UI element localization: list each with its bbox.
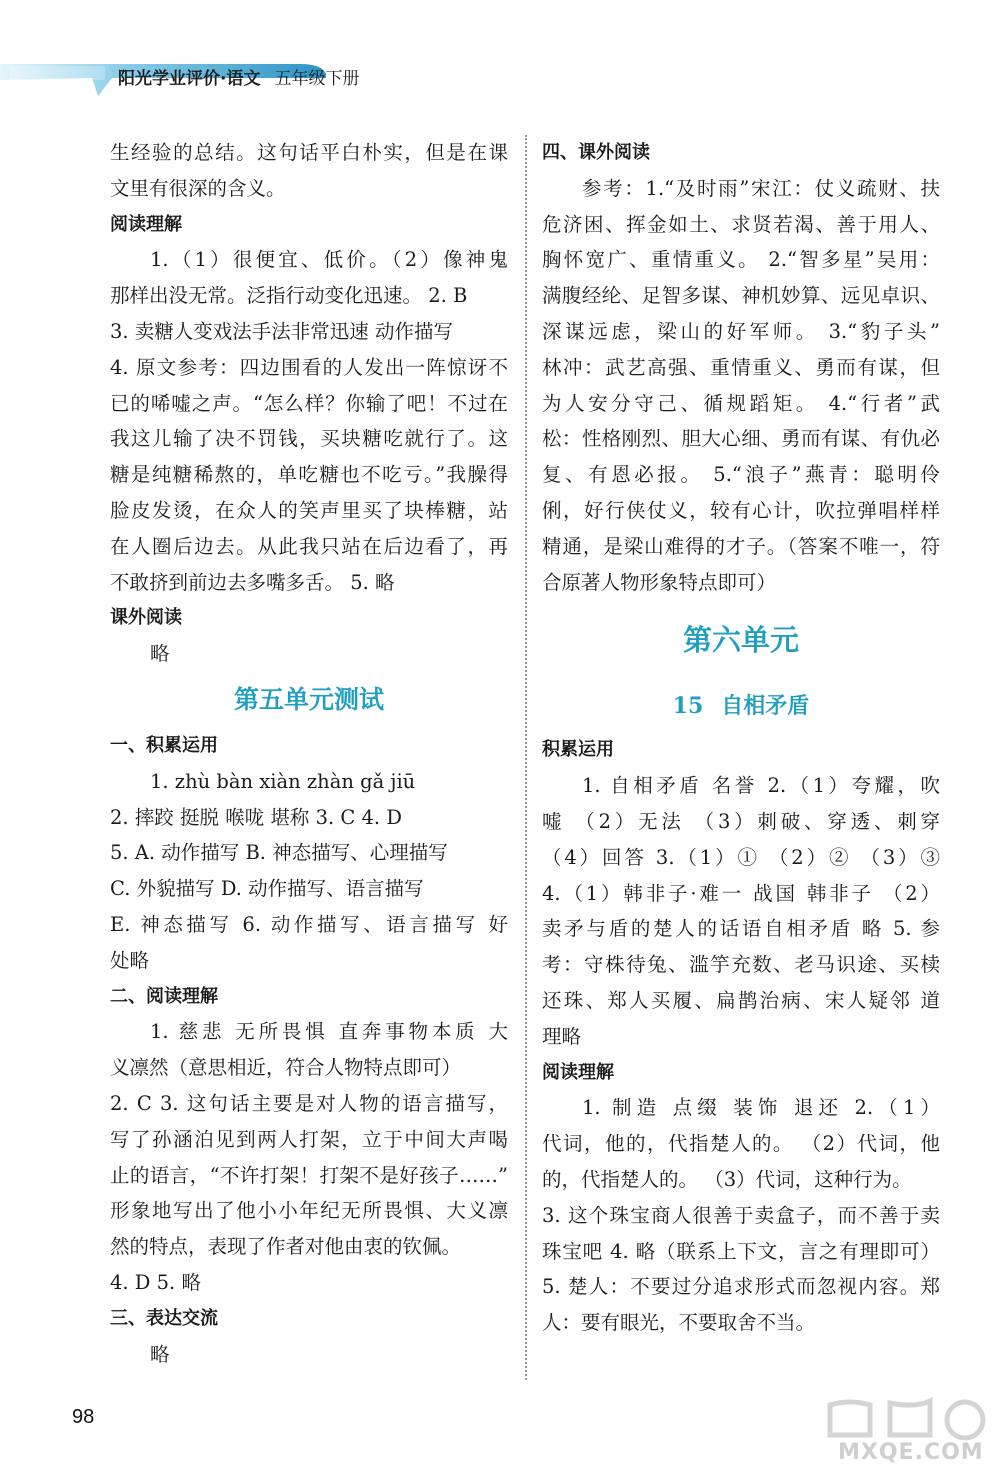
answer-line: 参考：1.“及时雨”宋江：仗义疏财、扶 <box>582 176 940 200</box>
section-heading: 四、课外阅读 <box>542 142 650 163</box>
answer-line: 人：要有眼光，不要取舍不当。 <box>542 1311 816 1335</box>
answer-line: 4.（1）韩非子·难一 战国 韩非子 （2） <box>542 881 940 905</box>
answer-line: 已的唏嘘之声。“怎么样？你输了吧！不过在 <box>110 391 508 415</box>
answer-line: 形象地写出了他小小年纪无所畏惧、大义凛 <box>110 1199 508 1223</box>
answer-line: 嘘 （2）无法 （3）刺破、穿透、刺穿 <box>542 809 940 833</box>
answer-line: 1. 自相矛盾 名誉 2.（1）夸耀，吹 <box>582 774 940 798</box>
answer-line: 脸皮发烫，在众人的笑声里买了块棒糖，站 <box>110 498 508 522</box>
lesson-name: 自相矛盾 <box>721 694 810 720</box>
answer-line: 5. A. 动作描写 B. 神态描写、心理描写 <box>110 841 448 865</box>
answer-line: 3. 这个珠宝商人很善于卖盒子，而不善于卖 <box>542 1203 940 1227</box>
answer-line: 胸怀宽广、重情重义。 2.“智多星”吴用： <box>542 248 940 272</box>
answer-line: 糖是纯糖稀熬的，单吃糖也不吃亏。”我臊得 <box>110 463 508 487</box>
answer-line: 复、有恩必报。 5.“浪子”燕青：聪明伶 <box>542 463 940 487</box>
header-title <box>118 64 359 89</box>
answer-line: 然的特点，表现了作者对他由衷的钦佩。 <box>110 1235 462 1259</box>
answer-line: C. 外貌描写 D. 动作描写、语言描写 <box>110 877 424 901</box>
answer-line: 略 <box>150 1342 170 1366</box>
answer-line: 代词，他的，代指楚人的。 （2）代词，他 <box>542 1132 940 1156</box>
answer-line: 珠宝吧 4. 略（联系上下文，言之有理即可） <box>542 1239 940 1263</box>
answer-line: 1. 制造 点缀 装饰 退还 2.（1） <box>582 1096 940 1120</box>
answer-line: 卖矛与盾的楚人的话语自相矛盾 略 5. 参 <box>542 917 940 941</box>
answer-line: 在人圈后边去。从此我只站在后边看了，再 <box>110 534 508 558</box>
answer-line: 2. C 3. 这句话主要是对人物的语言描写， <box>110 1091 508 1115</box>
watermark-text: MXQE.COM <box>838 1440 984 1465</box>
answer-line: 义凛然（意思相近，符合人物特点即可） <box>110 1056 462 1080</box>
left-column <box>110 135 508 1372</box>
answer-line: 处略 <box>110 948 150 972</box>
column-divider <box>525 135 527 1380</box>
answer-line: 深谋远虑，梁山的好军师。 3.“豹子头” <box>542 319 940 343</box>
answer-line: 写了孙涵泊见到两人打架，立于中间大声喝 <box>110 1127 508 1151</box>
section-heading: 一、积累运用 <box>110 734 218 756</box>
answer-line: 合原著人物形象特点即可） <box>542 570 777 594</box>
answer-line: 危济困、挥金如土、求贤若渴、善于用人、 <box>542 212 940 236</box>
answer-line: E. 神态描写 6. 动作描写、语言描写 好 <box>110 912 508 936</box>
answer-line: 满腹经纶、足智多谋、神机妙算、远见卓识、 <box>542 284 940 308</box>
section-heading: 二、阅读理解 <box>110 985 218 1007</box>
unit-title: 第六单元 <box>682 623 799 658</box>
section-heading: 课外阅读 <box>110 607 182 629</box>
answer-line: 1. zhù bàn xiàn zhàn gǎ jiū <box>150 769 416 793</box>
answer-line: 松：性格刚烈、胆大心细、勇而有谋、有仇必 <box>542 427 940 451</box>
answer-line: 生经验的总结。这句话平白朴实，但是在课 <box>110 141 508 164</box>
answer-line: 俐，好行侠仗义，较有心计，吹拉弹唱样样 <box>542 498 940 522</box>
answer-line: 3. 卖糖人变戏法手法非常迅速 动作描写 <box>110 319 454 343</box>
section-heading: 阅读理解 <box>542 1061 614 1083</box>
right-column <box>542 135 940 1341</box>
lesson-title <box>542 680 940 732</box>
lesson-number: 15 <box>672 693 704 720</box>
header-grade: 五年级下册 <box>274 69 360 89</box>
section-heading: 积累运用 <box>542 739 614 761</box>
answer-line: 止的语言，“不许打架！打架不是好孩子……” <box>110 1163 508 1187</box>
section-heading: 阅读理解 <box>110 213 182 235</box>
answer-line: 我这儿输了决不罚钱，买块糖吃就行了。这 <box>110 427 508 451</box>
answer-line: 的，代指楚人的。 （3）代词，这种行为。 <box>542 1167 912 1191</box>
answer-line: 4. 原文参考：四边围看的人发出一阵惊讶不 <box>110 355 508 379</box>
page-number: 98 <box>72 1406 95 1428</box>
unit-test-title: 第五单元测试 <box>233 684 384 714</box>
answer-line: 考：守株待兔、滥竽充数、老马识途、买椟 <box>542 953 940 977</box>
watermark-logo <box>800 1395 1000 1478</box>
answer-line: 林冲：武艺高强、重情重义、勇而有谋，但 <box>542 355 940 379</box>
answer-line: 不敢挤到前边去多嘴多舌。 5. 略 <box>110 570 395 594</box>
section-heading: 三、表达交流 <box>110 1307 218 1329</box>
answer-line: 精通，是梁山难得的才子。（答案不唯一，符 <box>542 534 940 558</box>
answer-line: 5. 楚人：不要过分追求形式而忽视内容。郑 <box>542 1275 940 1299</box>
answer-line: 为人安分守己、循规蹈矩。 4.“行者”武 <box>542 391 940 415</box>
answer-line: 1.（1）很便宜、低价。（2）像神鬼 <box>150 248 508 272</box>
answer-line: 那样出没无常。泛指行动变化迅速。 2. B <box>110 284 468 308</box>
answer-line: 理略 <box>542 1024 582 1048</box>
answer-line: 还珠、郑人买履、扁鹊治病、宋人疑邻 道 <box>542 988 940 1012</box>
header-book-title: 阳光学业评价·语文 <box>118 69 261 89</box>
answer-line: 略 <box>150 642 170 666</box>
answer-line: 1. 慈悲 无所畏惧 直奔事物本质 大 <box>150 1020 508 1044</box>
answer-line: 文里有很深的含义。 <box>110 176 286 200</box>
answer-line: 4. D 5. 略 <box>110 1270 201 1294</box>
answer-line: （4）回答 3.（1）① （2）② （3）③ <box>542 845 940 869</box>
answer-line: 2. 摔跤 挺脱 喉咙 堪称 3. C 4. D <box>110 805 402 829</box>
